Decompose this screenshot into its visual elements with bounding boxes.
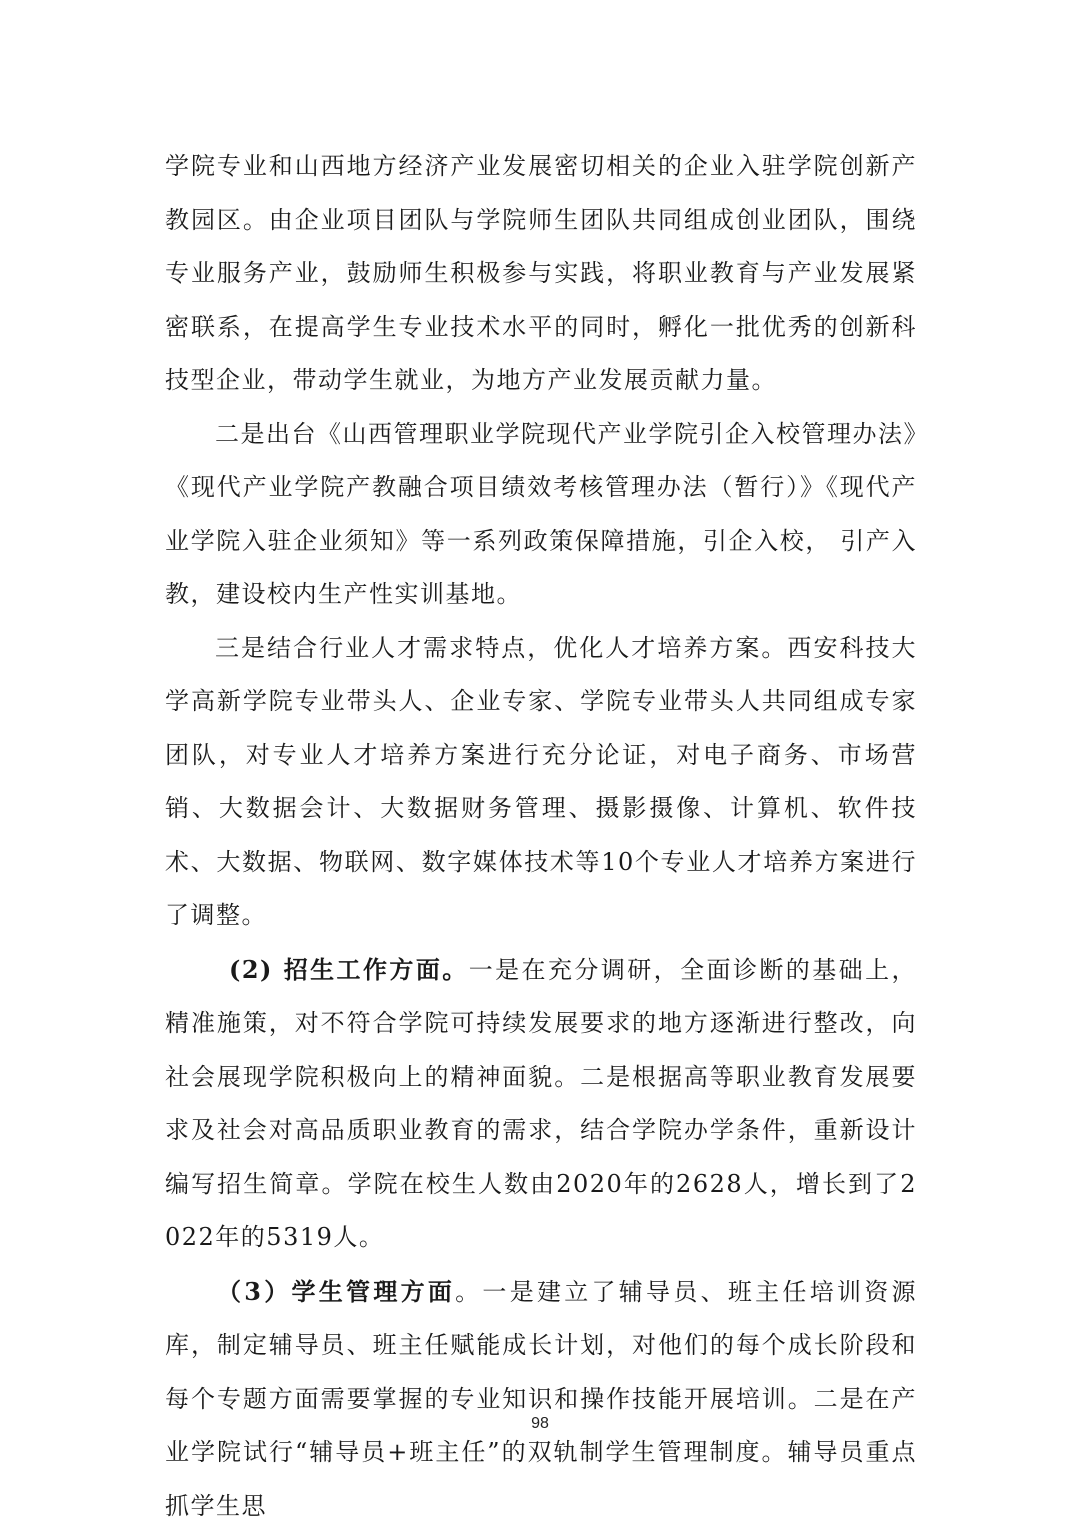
paragraph-text: 一是在充分调研，全面诊断的基础上，精准施策，对不符合学院可持续发展要求的地方逐渐进行整改，向社会展现学院积极向上的精神面貌。二是根据高等职业教育发展要求及社会对高品质职业教育的需求，结合学院办学条件，重新设计编写招生简章。学院在校生人数由2020年的2628人，增长到了2022年的5319人。 bbox=[165, 956, 917, 1252]
paragraph-text: 。一是建立了辅导员、班主任培训资源库，制定辅导员、班主任赋能成长计划，对他们的每个成长阶段和每个专题方面需要掌握的专业知识和操作技能开展培训。二是在产业学院试行“辅导员+班主任”的双轨制学生管理制度。辅导员重点抓学生思 bbox=[165, 1278, 917, 1520]
section-heading: (2) 招生工作方面。 bbox=[229, 955, 469, 984]
paragraph-training-plan bbox=[165, 622, 917, 943]
document-body bbox=[165, 140, 917, 1533]
paragraph-enrollment bbox=[165, 943, 917, 1265]
paragraph-enterprise-park bbox=[165, 140, 917, 408]
paragraph-text: 二是出台《山西管理职业学院现代产业学院引企入校管理办法》《现代产业学院产教融合项目绩效考核管理办法（暂行）》《现代产业学院入驻企业须知》等一系列政策保障措施，引企入校， 引产入教，建设校内生产性实训基地。 bbox=[165, 420, 917, 609]
page-number: 98 bbox=[0, 1415, 1080, 1433]
paragraph-text: 三是结合行业人才需求特点，优化人才培养方案。西安科技大学高新学院专业带头人、企业专家、学院专业带头人共同组成专家团队，对专业人才培养方案进行充分论证，对电子商务、市场营销、大数据会计、大数据财务管理、摄影摄像、计算机、软件技术、大数据、物联网、数字媒体技术等10个专业人才培养方案进行了调整。 bbox=[165, 634, 917, 930]
paragraph-text: 学院专业和山西地方经济产业发展密切相关的企业入驻学院创新产教园区。由企业项目团队与学院师生团队共同组成创业团队，围绕专业服务产业，鼓励师生积极参与实践，将职业教育与产业发展紧密联系，在提高学生专业技术水平的同时，孵化一批优秀的创新科技型企业，带动学生就业，为地方产业发展贡献力量。 bbox=[165, 152, 917, 394]
paragraph-policy-measures bbox=[165, 408, 917, 622]
paragraph-student-management bbox=[165, 1265, 917, 1533]
section-heading: （3）学生管理方面 bbox=[217, 1277, 455, 1306]
